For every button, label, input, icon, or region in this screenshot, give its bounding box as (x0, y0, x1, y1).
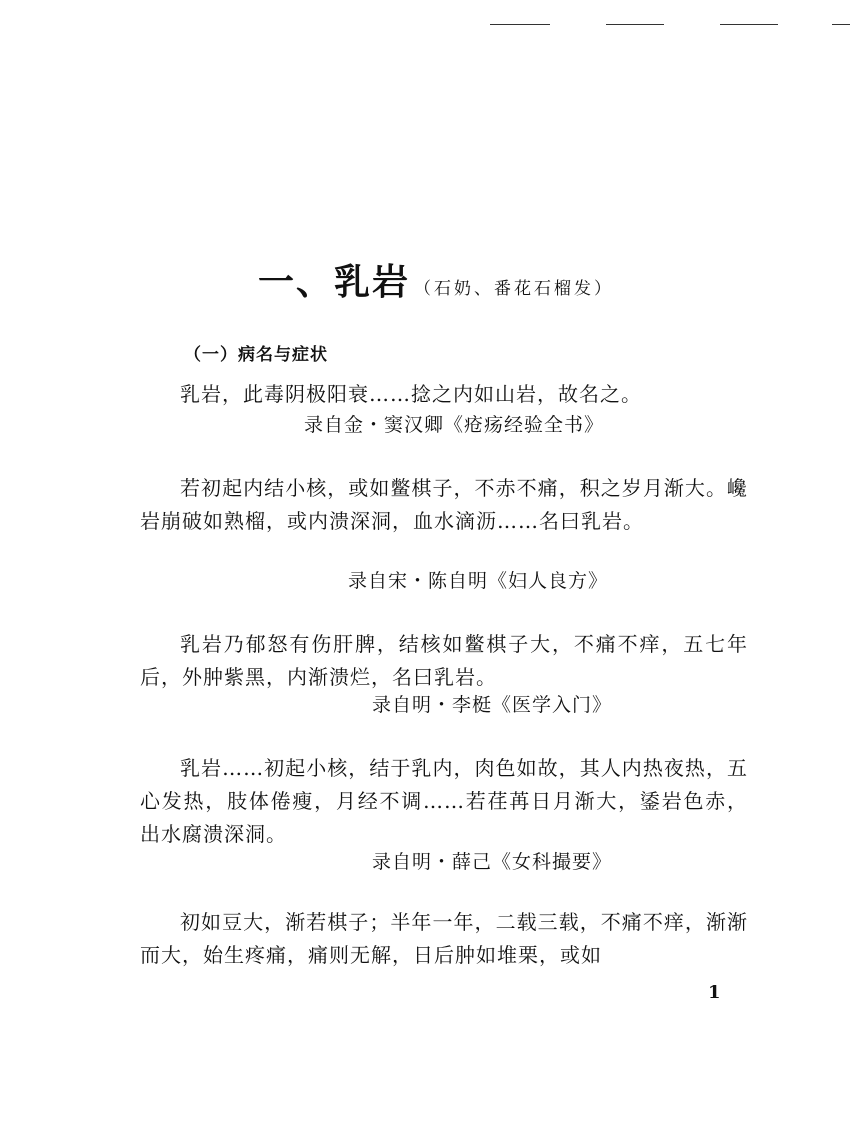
entry-text-5: 初如豆大，渐若棋子；半年一年，二载三载，不痛不痒，渐渐而大，始生疼痛，痛则无解，日后肿如堆栗，或如 (140, 910, 748, 967)
section-heading: （一）病名与症状 (184, 345, 328, 365)
entry-source-3: 录自明・李梃《医学入门》 (372, 694, 613, 716)
entry-source-4: 录自明・薛己《女科撮要》 (372, 851, 613, 873)
top-rule-3 (720, 24, 778, 25)
entry-text-1: 乳岩，此毒阴极阳衰……捻之内如山岩，故名之。 (180, 382, 642, 406)
entry-source-2: 录自宋・陈自明《妇人良方》 (348, 570, 609, 592)
entry-text-2: 若初起内结小核，或如鳖棋子，不赤不痛，积之岁月渐大。巉岩崩破如熟榴，或内溃深洞，血水滴沥……名曰乳岩。 (140, 476, 748, 533)
entry-text-3: 乳岩乃郁怒有伤肝脾，结核如鳖棋子大，不痛不痒，五七年后，外肿紫黑，内渐溃烂，名曰乳岩。 (140, 632, 748, 689)
page-number: 1 (708, 982, 721, 1003)
top-rule-1 (490, 24, 550, 25)
top-rule-4 (832, 24, 850, 25)
entry-source-1: 录自金・窦汉卿《疮疡经验全书》 (304, 414, 605, 436)
top-rule-2 (606, 24, 664, 25)
chapter-title-subtitle: （石奶、番花石榴发） (414, 279, 615, 299)
entry-text-4: 乳岩……初起小核，结于乳内，肉色如故，其人内热夜热，五心发热，肢体倦瘦，月经不调……若荏苒日月渐大，鋈岩色赤，出水腐溃深洞。 (140, 756, 748, 846)
chapter-title-main: 一、乳岩 (258, 261, 411, 303)
chapter-title (258, 254, 614, 305)
